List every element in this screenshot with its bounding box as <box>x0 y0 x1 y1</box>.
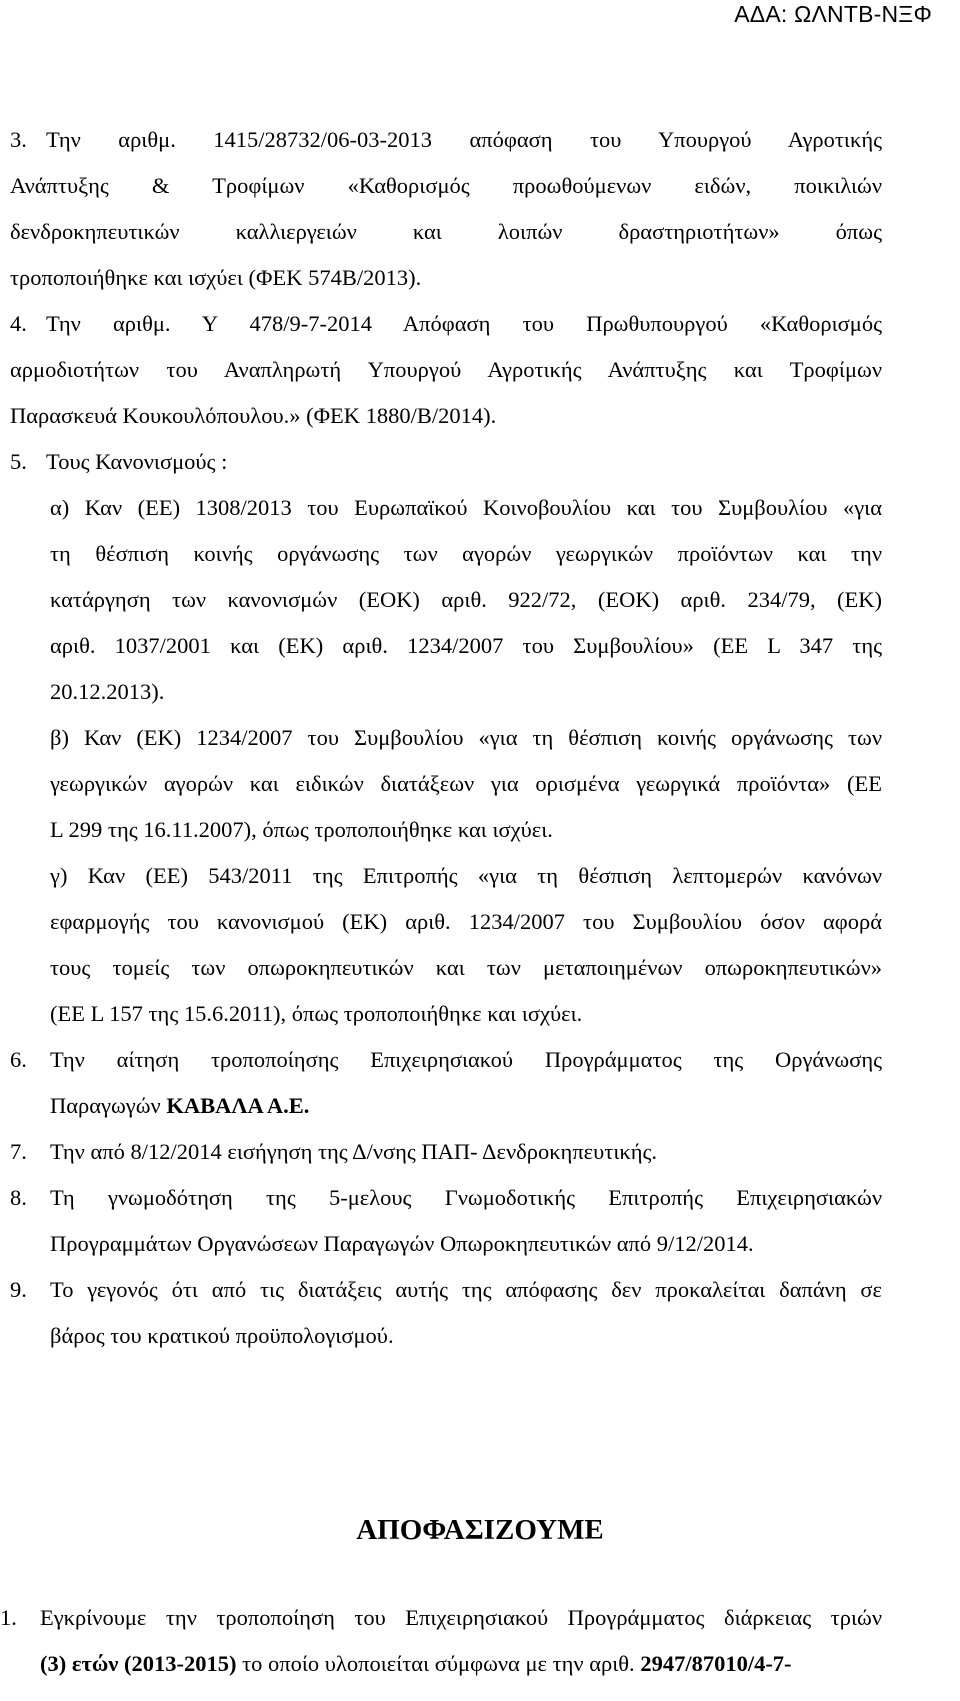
item-5-number: 5. <box>10 449 27 474</box>
item-8-number: 8. <box>10 1185 27 1210</box>
item-5c-line-1: γ) Καν (ΕΕ) 543/2011 της Επιτροπής «για τη θέσπιση λεπτομερών κανόνων <box>50 863 882 888</box>
item-7-number: 7. <box>10 1139 27 1164</box>
item-8-line-2: Προγραμμάτων Οργανώσεων Παραγωγών Οπωροκηπευτικών από 9/12/2014. <box>50 1231 754 1256</box>
item-9-number: 9. <box>10 1277 27 1302</box>
decision-1-line-2-text: το οποίο υλοποιείται σύμφωνα με την αριθ. <box>236 1651 641 1676</box>
decision-1-line-2 <box>40 1650 792 1678</box>
ada-code: ΑΔΑ: ΩΛΝΤΒ-ΝΞΦ <box>734 1 932 27</box>
item-6-line-1: Την αίτηση τροποποίησης Επιχειρησιακού Προγράμματος της Οργάνωσης <box>50 1047 882 1072</box>
item-6-number: 6. <box>10 1047 27 1072</box>
item-5a-line-5: 20.12.2013). <box>50 679 165 704</box>
item-5a-line-2: τη θέσπιση κοινής οργάνωσης των αγορών γεωργικών προϊόντων και την <box>50 541 882 566</box>
item-4-line-2: αρμοδιοτήτων του Αναπληρωτή Υπουργού Αγροτικής Ανάπτυξης και Τροφίμων <box>10 357 882 382</box>
item-4-line-3: Παρασκευά Κουκουλόπουλου.» (ΦΕΚ 1880/Β/2014). <box>10 403 497 428</box>
item-5b-line-2: γεωργικών αγορών και ειδικών διατάξεων για ορισμένα γεωργικά προϊόντα» (ΕΕ <box>50 771 882 796</box>
item-5b-line-3: L 299 της 16.11.2007), όπως τροποποιήθηκε και ισχύει. <box>50 817 553 842</box>
item-4-number: 4. <box>10 311 27 336</box>
item-7-line-1: Την από 8/12/2014 εισήγηση της Δ/νσης ΠΑΠ- Δενδροκηπευτικής. <box>50 1139 658 1164</box>
item-3-line-3: δενδροκηπευτικών καλλιεργειών και λοιπών δραστηριοτήτων» όπως <box>10 219 882 244</box>
item-8-line-1: Τη γνωμοδότηση της 5-μελους Γνωμοδοτικής Επιτροπής Επιχειρησιακών <box>50 1185 882 1210</box>
item-3-line-4: τροποποιήθηκε και ισχύει (ΦΕΚ 574Β/2013). <box>10 265 422 290</box>
item-9-line-2: βάρος του κρατικού προϋπολογισμού. <box>50 1323 394 1348</box>
producer-organization-name: ΚΑΒΑΛΑ Α.Ε. <box>166 1093 310 1118</box>
item-6-line-2-text: Παραγωγών <box>50 1093 167 1118</box>
item-3-line-1: Την αριθμ. 1415/28732/06-03-2013 απόφαση του Υπουργού Αγροτικής <box>46 127 882 152</box>
item-9-line-1: Το γεγονός ότι από τις διατάξεις αυτής της απόφασης δεν προκαλείται δαπάνη σε <box>50 1277 882 1302</box>
item-5c-line-2: εφαρμογής του κανονισμού (ΕΚ) αριθ. 1234/2007 του Συμβουλίου όσον αφορά <box>50 909 882 934</box>
item-5a-line-3: κατάργηση των κανονισμών (ΕΟΚ) αριθ. 922/72, (ΕΟΚ) αριθ. 234/79, (ΕΚ) <box>50 587 882 612</box>
decision-title: ΑΠΟΦΑΣΙΖΟΥΜΕ <box>356 1514 604 1546</box>
item-5a-line-1: α) Καν (ΕΕ) 1308/2013 του Ευρωπαϊκού Κοινοβουλίου και του Συμβουλίου «για <box>50 495 882 520</box>
decision-reference-number: 2947/87010/4-7- <box>640 1651 792 1676</box>
item-3-line-2: Ανάπτυξης & Τροφίμων «Καθορισμός προωθούμενων ειδών, ποικιλιών <box>10 173 882 198</box>
item-4-line-1: Την αριθμ. Υ 478/9-7-2014 Απόφαση του Πρωθυπουργού «Καθορισμός <box>46 311 882 336</box>
item-5-intro: Τους Κανονισμούς : <box>46 449 228 474</box>
item-6-line-2 <box>50 1092 309 1120</box>
item-5b-line-1: β) Καν (ΕΚ) 1234/2007 του Συμβουλίου «για τη θέσπιση κοινής οργάνωσης των <box>50 725 882 750</box>
item-3-number: 3. <box>10 127 27 152</box>
item-5a-line-4: αριθ. 1037/2001 και (ΕΚ) αριθ. 1234/2007 του Συμβουλίου» (ΕΕ L 347 της <box>50 633 882 658</box>
item-5c-line-4: (ΕΕ L 157 της 15.6.2011), όπως τροποποιήθηκε και ισχύει. <box>50 1001 583 1026</box>
decision-1-line-1: Εγκρίνουμε την τροποποίηση του Επιχειρησιακού Προγράμματος διάρκειας τριών <box>40 1605 882 1630</box>
item-5c-line-3: τους τομείς των οπωροκηπευτικών και των μεταποιημένων οπωροκηπευτικών» <box>50 955 882 980</box>
decision-1-number: 1. <box>0 1605 17 1630</box>
decision-duration: (3) ετών (2013-2015) <box>40 1651 237 1676</box>
